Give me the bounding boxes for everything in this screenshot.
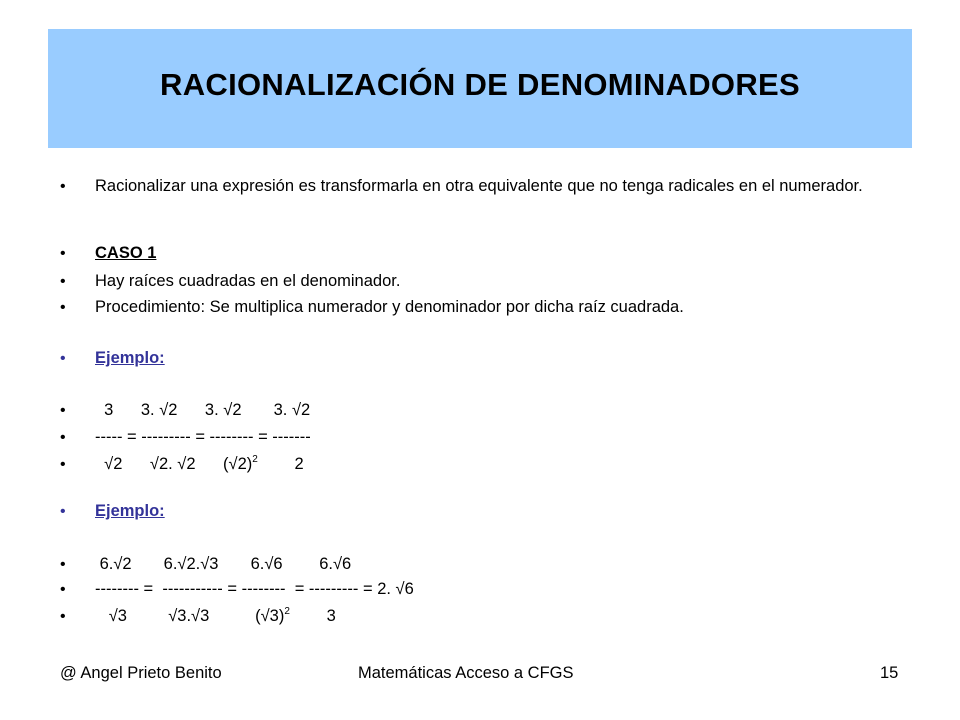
denominator-result: 3 bbox=[289, 607, 336, 625]
bullet-marker: • bbox=[60, 608, 66, 625]
page-number: 15 bbox=[880, 664, 899, 682]
example-heading: Ejemplo: bbox=[95, 502, 165, 520]
example-heading: Ejemplo: bbox=[95, 349, 165, 367]
denominator-result: 2 bbox=[257, 455, 304, 473]
bullet-marker: • bbox=[60, 178, 66, 195]
bullet-marker: • bbox=[60, 273, 66, 290]
bullet-marker: • bbox=[60, 350, 66, 367]
bullet-marker: • bbox=[60, 245, 66, 262]
example2-fraction-bars: -------- = ----------- = -------- = --------- = 2. √6 bbox=[95, 580, 414, 598]
bullet-marker: • bbox=[60, 503, 66, 520]
bullet-marker: • bbox=[60, 581, 66, 598]
bullet-marker: • bbox=[60, 402, 66, 419]
bullet-marker: • bbox=[60, 556, 66, 573]
example2-denominators bbox=[95, 607, 336, 626]
bullet-marker: • bbox=[60, 429, 66, 446]
definition-text: Racionalizar una expresión es transformarla en otra equivalente que no tenga radicales en el numerador. bbox=[95, 177, 863, 195]
exponent: 2 bbox=[284, 605, 290, 617]
exponent: 2 bbox=[252, 453, 258, 465]
procedure-text: Procedimiento: Se multiplica numerador y denominador por dicha raíz cuadrada. bbox=[95, 298, 684, 316]
footer-author: @ Angel Prieto Benito bbox=[60, 664, 222, 682]
case-description: Hay raíces cuadradas en el denominador. bbox=[95, 272, 401, 290]
example2-numerators: 6.√2 6.√2.√3 6.√6 6.√6 bbox=[95, 555, 352, 573]
footer-course: Matemáticas Acceso a CFGS bbox=[358, 664, 574, 682]
denominator-text: √3 √3.√3 (√3) bbox=[95, 607, 285, 625]
case-heading: CASO 1 bbox=[95, 244, 157, 262]
example1-denominators bbox=[95, 455, 304, 474]
bullet-marker: • bbox=[60, 456, 66, 473]
slide-title: RACIONALIZACIÓN DE DENOMINADORES bbox=[160, 66, 800, 102]
bullet-marker: • bbox=[60, 299, 66, 316]
denominator-text: √2 √2. √2 (√2) bbox=[95, 455, 253, 473]
example1-fraction-bars: ----- = --------- = -------- = ------- bbox=[95, 428, 311, 446]
example1-numerators: 3 3. √2 3. √2 3. √2 bbox=[95, 401, 311, 419]
